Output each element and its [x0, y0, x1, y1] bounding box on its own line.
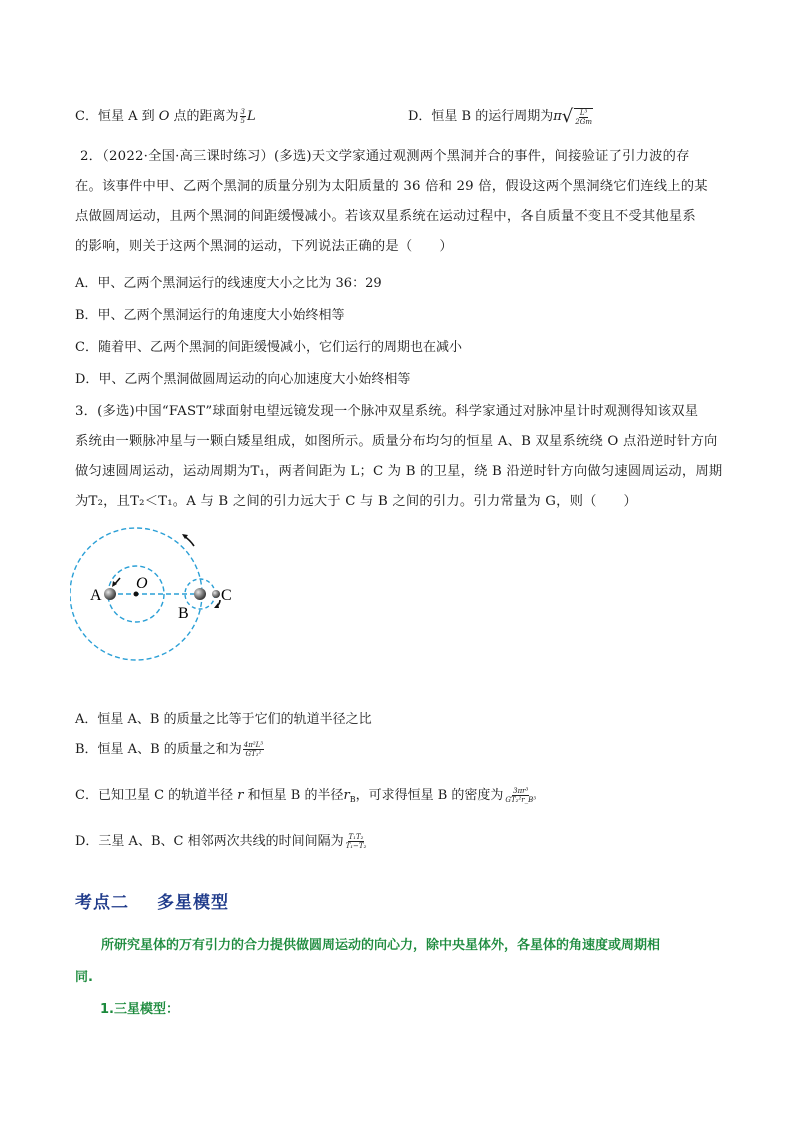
q1-option-d	[408, 105, 594, 127]
q2-stem-line: 点做圆周运动，且两个黑洞的间距缓慢减小。若该双星系统在运动过程中，各自质量不变且不受其他星系	[75, 209, 696, 224]
q3-stem-line: 为T₂，且T₂＜T₁。A 与 B 之间的引力远大于 C 与 B 之间的引力。引力常量为 G，则（ ）	[75, 494, 638, 509]
section-label: 考点二	[75, 893, 129, 913]
q1-option-c-fraction	[240, 108, 246, 125]
q1-option-d-text: D．恒星 B 的运行周期为	[408, 109, 554, 124]
satellite-c	[212, 590, 220, 598]
center-o-dot	[134, 592, 139, 597]
frac-den: GT₁²	[245, 750, 262, 758]
star-a	[104, 588, 116, 600]
q1-option-d-fraction	[574, 108, 593, 126]
star-b	[194, 588, 206, 600]
arrow-a-icon	[112, 578, 120, 587]
q3-option-c-fraction	[504, 787, 537, 804]
section-intro	[75, 930, 739, 994]
subsection-three-star: 1.三星模型：	[100, 1002, 179, 1017]
q2-stem	[75, 142, 740, 262]
sqrt-symbol: √	[561, 106, 574, 127]
q3-option-a: A．恒星 A、B 的质量之比等于它们的轨道半径之比	[75, 712, 372, 727]
q3-option-b-text: B．恒星 A、B 的质量之和为	[75, 742, 242, 757]
q2-stem-line: 2．（2022·全国·高三课时练习）(多选)天文学家通过观测两个黑洞并合的事件，间接验证了引力波的存	[80, 149, 690, 164]
q2-stem-line: 的影响，则关于这两个黑洞的运动，下列说法正确的是（ ）	[75, 239, 453, 254]
q3-stem-line: 做匀速圆周运动，运动周期为T₁，两者间距为 L；C 为 B 的卫星，绕 B 沿逆时针方向做匀速圆周运动，周期	[75, 464, 723, 479]
q3-option-c-text: C．已知卫星 C 的轨道半径	[75, 788, 238, 803]
q3-stem-line: 3．(多选)中国“FAST”球面射电望远镜发现一个脉冲双星系统。科学家通过对脉冲星计时观测得知该双星	[75, 404, 699, 419]
frac-den: T₁−T₂	[345, 842, 367, 850]
section-intro-line: 所研究星体的万有引力的合力提供做圆周运动的向心力，除中央星体外，各星体的角速度或周期相	[101, 938, 661, 953]
arrow-c-icon	[214, 600, 220, 608]
frac-den: GT₂²r_B³	[505, 796, 537, 804]
frac-num: T₁T₂	[348, 833, 364, 841]
q1-option-c	[75, 105, 256, 125]
arrow-b-icon	[182, 534, 194, 546]
section-title: 多星模型	[157, 893, 229, 913]
q1-option-c-text: C．恒星 A 到	[75, 109, 159, 124]
frac-den: 5	[240, 117, 246, 125]
q1-option-d-pi: π	[553, 109, 562, 124]
binary-star-figure	[70, 518, 250, 678]
q2-stem-line: 在。该事件中甲、乙两个黑洞的质量分别为太阳质量的 36 倍和 29 倍，假设这两个黑洞绕它们连线上的某	[75, 179, 708, 194]
label-b: B	[178, 605, 189, 622]
q3-option-d-fraction	[345, 833, 368, 850]
q3-option-c-rb-sub: B	[349, 795, 356, 804]
section-heading	[75, 888, 257, 913]
q3-option-c-mid: 和恒星 B 的半径	[243, 788, 344, 803]
frac-num: 3	[240, 108, 246, 116]
q3-option-c-r: r	[237, 788, 244, 803]
frac-num: L³	[579, 108, 588, 117]
q3-option-c-rb: r	[343, 788, 350, 803]
label-c: C	[221, 587, 232, 604]
q1-option-c-l: L	[247, 109, 256, 124]
section-intro-line: 同.	[75, 970, 93, 985]
label-o: O	[136, 575, 148, 592]
q3-option-d-text: D．三星 A、B、C 相邻两次共线的时间间隔为	[75, 834, 344, 849]
label-a: A	[90, 587, 102, 604]
q1-option-c-mid: 点的距离为	[169, 109, 239, 124]
q3-stem-line: 系统由一颗脉冲星与一颗白矮星组成，如图所示。质量分布均匀的恒星 A、B 双星系统绕 O 点沿逆时针方向	[75, 434, 718, 449]
q2-option-b: B．甲、乙两个黑洞运行的角速度大小始终相等	[75, 308, 345, 323]
q1-option-c-o: O	[158, 109, 170, 124]
q3-option-c	[75, 784, 538, 804]
frac-den: 2Gm	[575, 117, 592, 126]
q3-option-d	[75, 830, 368, 850]
q2-option-c: C．随着甲、乙两个黑洞的间距缓慢减小，它们运行的周期也在减小	[75, 340, 462, 355]
q3-option-c-post: ，可求得恒星 B 的密度为	[355, 788, 504, 803]
q2-option-d: D．甲、乙两个黑洞做圆周运动的向心加速度大小始终相等	[75, 372, 411, 387]
frac-num: 3πr³	[513, 787, 529, 795]
q2-option-a: A．甲、乙两个黑洞运行的线速度大小之比为 36：29	[75, 276, 382, 291]
q3-stem	[75, 397, 735, 517]
q3-option-b-fraction	[243, 741, 264, 758]
q3-option-b	[75, 738, 265, 758]
frac-num: 4π²L³	[243, 741, 264, 749]
